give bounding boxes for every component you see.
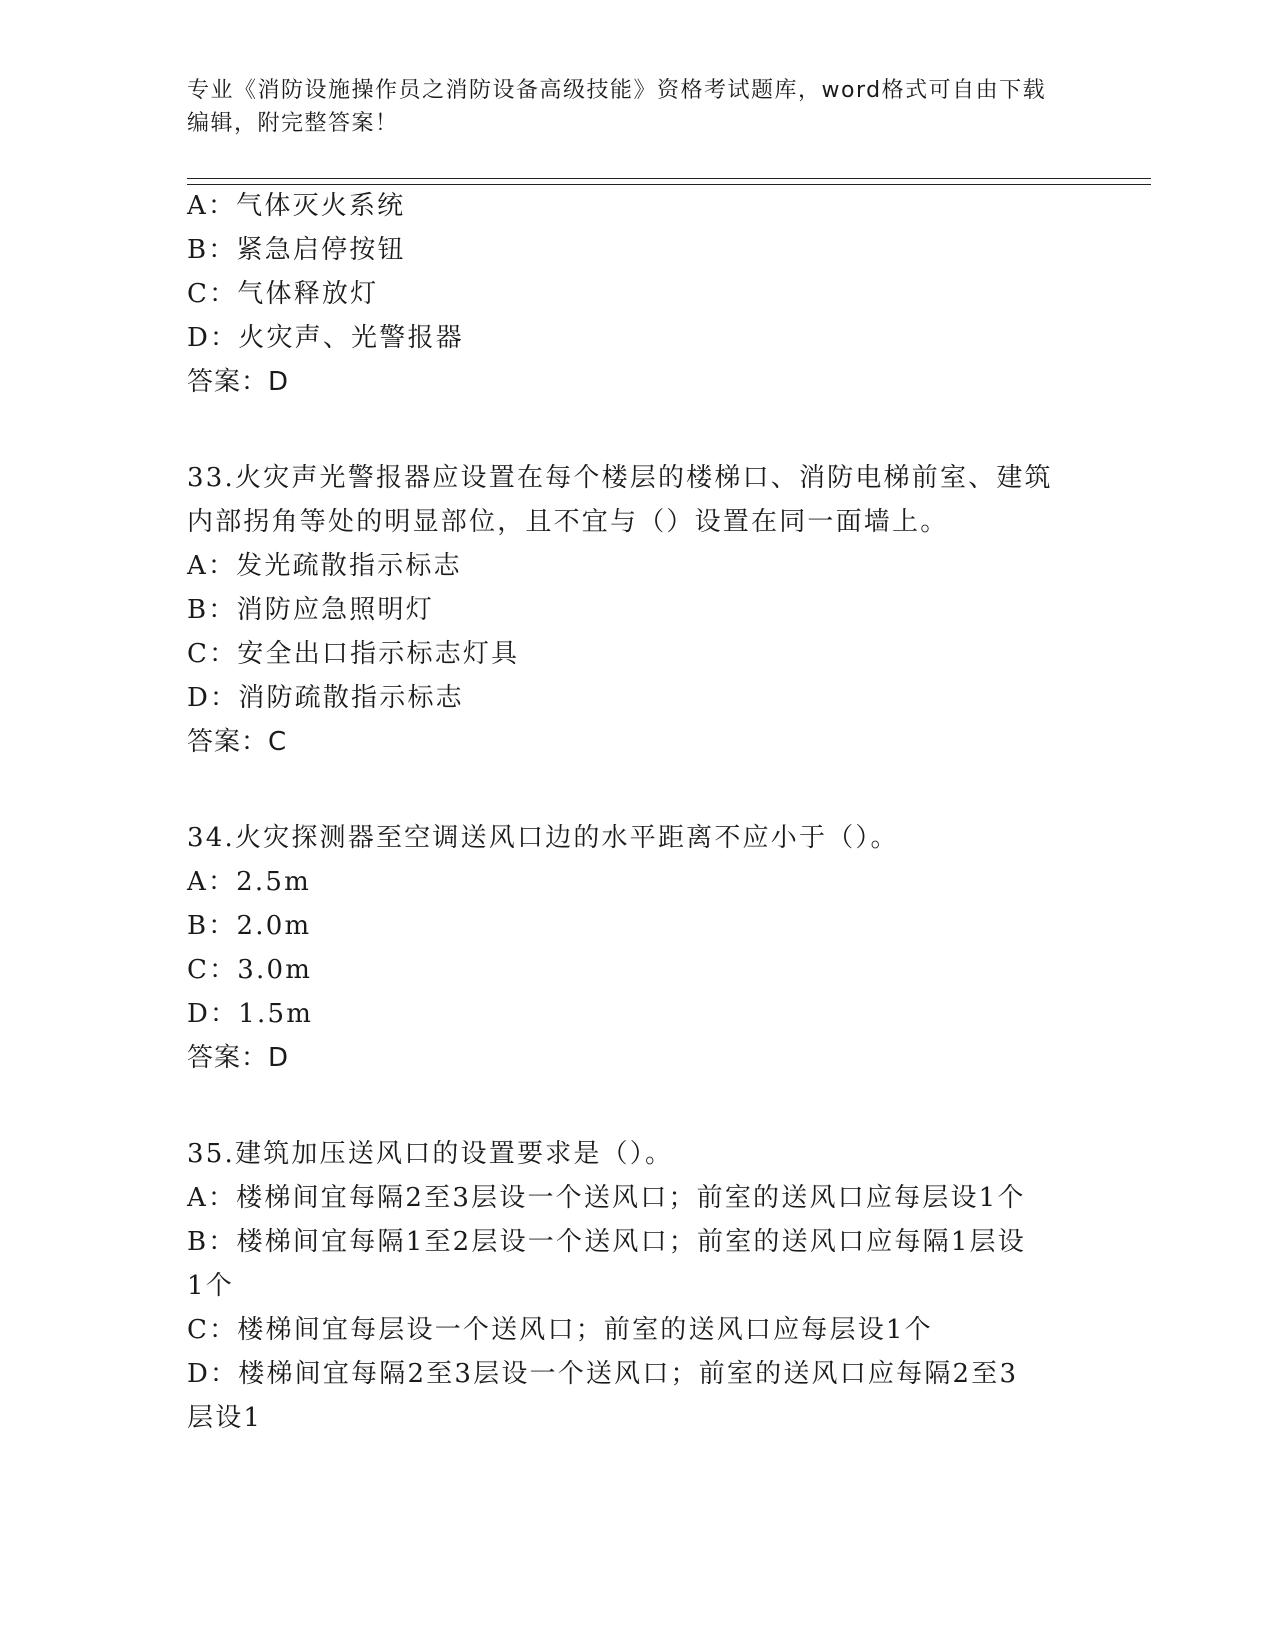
q34-option-c: C：3.0m	[187, 955, 313, 985]
q34-option-a: A：2.5m	[187, 867, 311, 897]
document-header: 专业《消防设施操作员之消防设备高级技能》资格考试题库，word格式可自由下载编辑，附完整答案！	[187, 78, 1047, 136]
q34-option-d: D：1.5m	[187, 999, 314, 1029]
q32-option-d: D：火灾声、光警报器	[187, 323, 464, 353]
q35-option-c: C：楼梯间宜每层设一个送风口；前室的送风口应每层设1个	[187, 1315, 933, 1345]
q34-stem: 34.火灾探测器至空调送风口边的水平距离不应小于（）。	[187, 823, 899, 853]
q35-option-d-line-2: 层设1	[187, 1403, 263, 1433]
q32-answer: 答案：D	[187, 367, 290, 397]
q32-option-c: C：气体释放灯	[187, 279, 379, 309]
q35-option-a: A：楼梯间宜每隔2至3层设一个送风口；前室的送风口应每层设1个	[187, 1183, 1026, 1213]
q34-option-b: B：2.0m	[187, 911, 312, 941]
q33-option-b: B：消防应急照明灯	[187, 595, 434, 625]
q35-option-b-line-2: 1个	[187, 1271, 234, 1301]
q33-option-c: C：安全出口指示标志灯具	[187, 639, 520, 669]
q33-stem-line-1: 33.火灾声光警报器应设置在每个楼层的楼梯口、消防电梯前室、建筑	[187, 463, 1053, 493]
q35-stem: 35.建筑加压送风口的设置要求是（）。	[187, 1139, 674, 1169]
q32-option-a: A：气体灭火系统	[187, 191, 406, 221]
q33-answer: 答案：C	[187, 727, 288, 757]
q35-option-b-line-1: B：楼梯间宜每隔1至2层设一个送风口；前室的送风口应每隔1层设	[187, 1227, 1026, 1257]
q32-option-b: B：紧急启停按钮	[187, 235, 406, 265]
header-rule-bottom	[187, 184, 1151, 185]
q34-answer: 答案：D	[187, 1043, 290, 1073]
q33-stem-line-2: 内部拐角等处的明显部位，且不宜与（）设置在同一面墙上。	[187, 507, 949, 537]
q33-option-d: D：消防疏散指示标志	[187, 683, 464, 713]
header-rule-top	[187, 178, 1151, 179]
q35-option-d-line-1: D：楼梯间宜每隔2至3层设一个送风口；前室的送风口应每隔2至3	[187, 1359, 1019, 1389]
q33-option-a: A：发光疏散指示标志	[187, 551, 462, 581]
